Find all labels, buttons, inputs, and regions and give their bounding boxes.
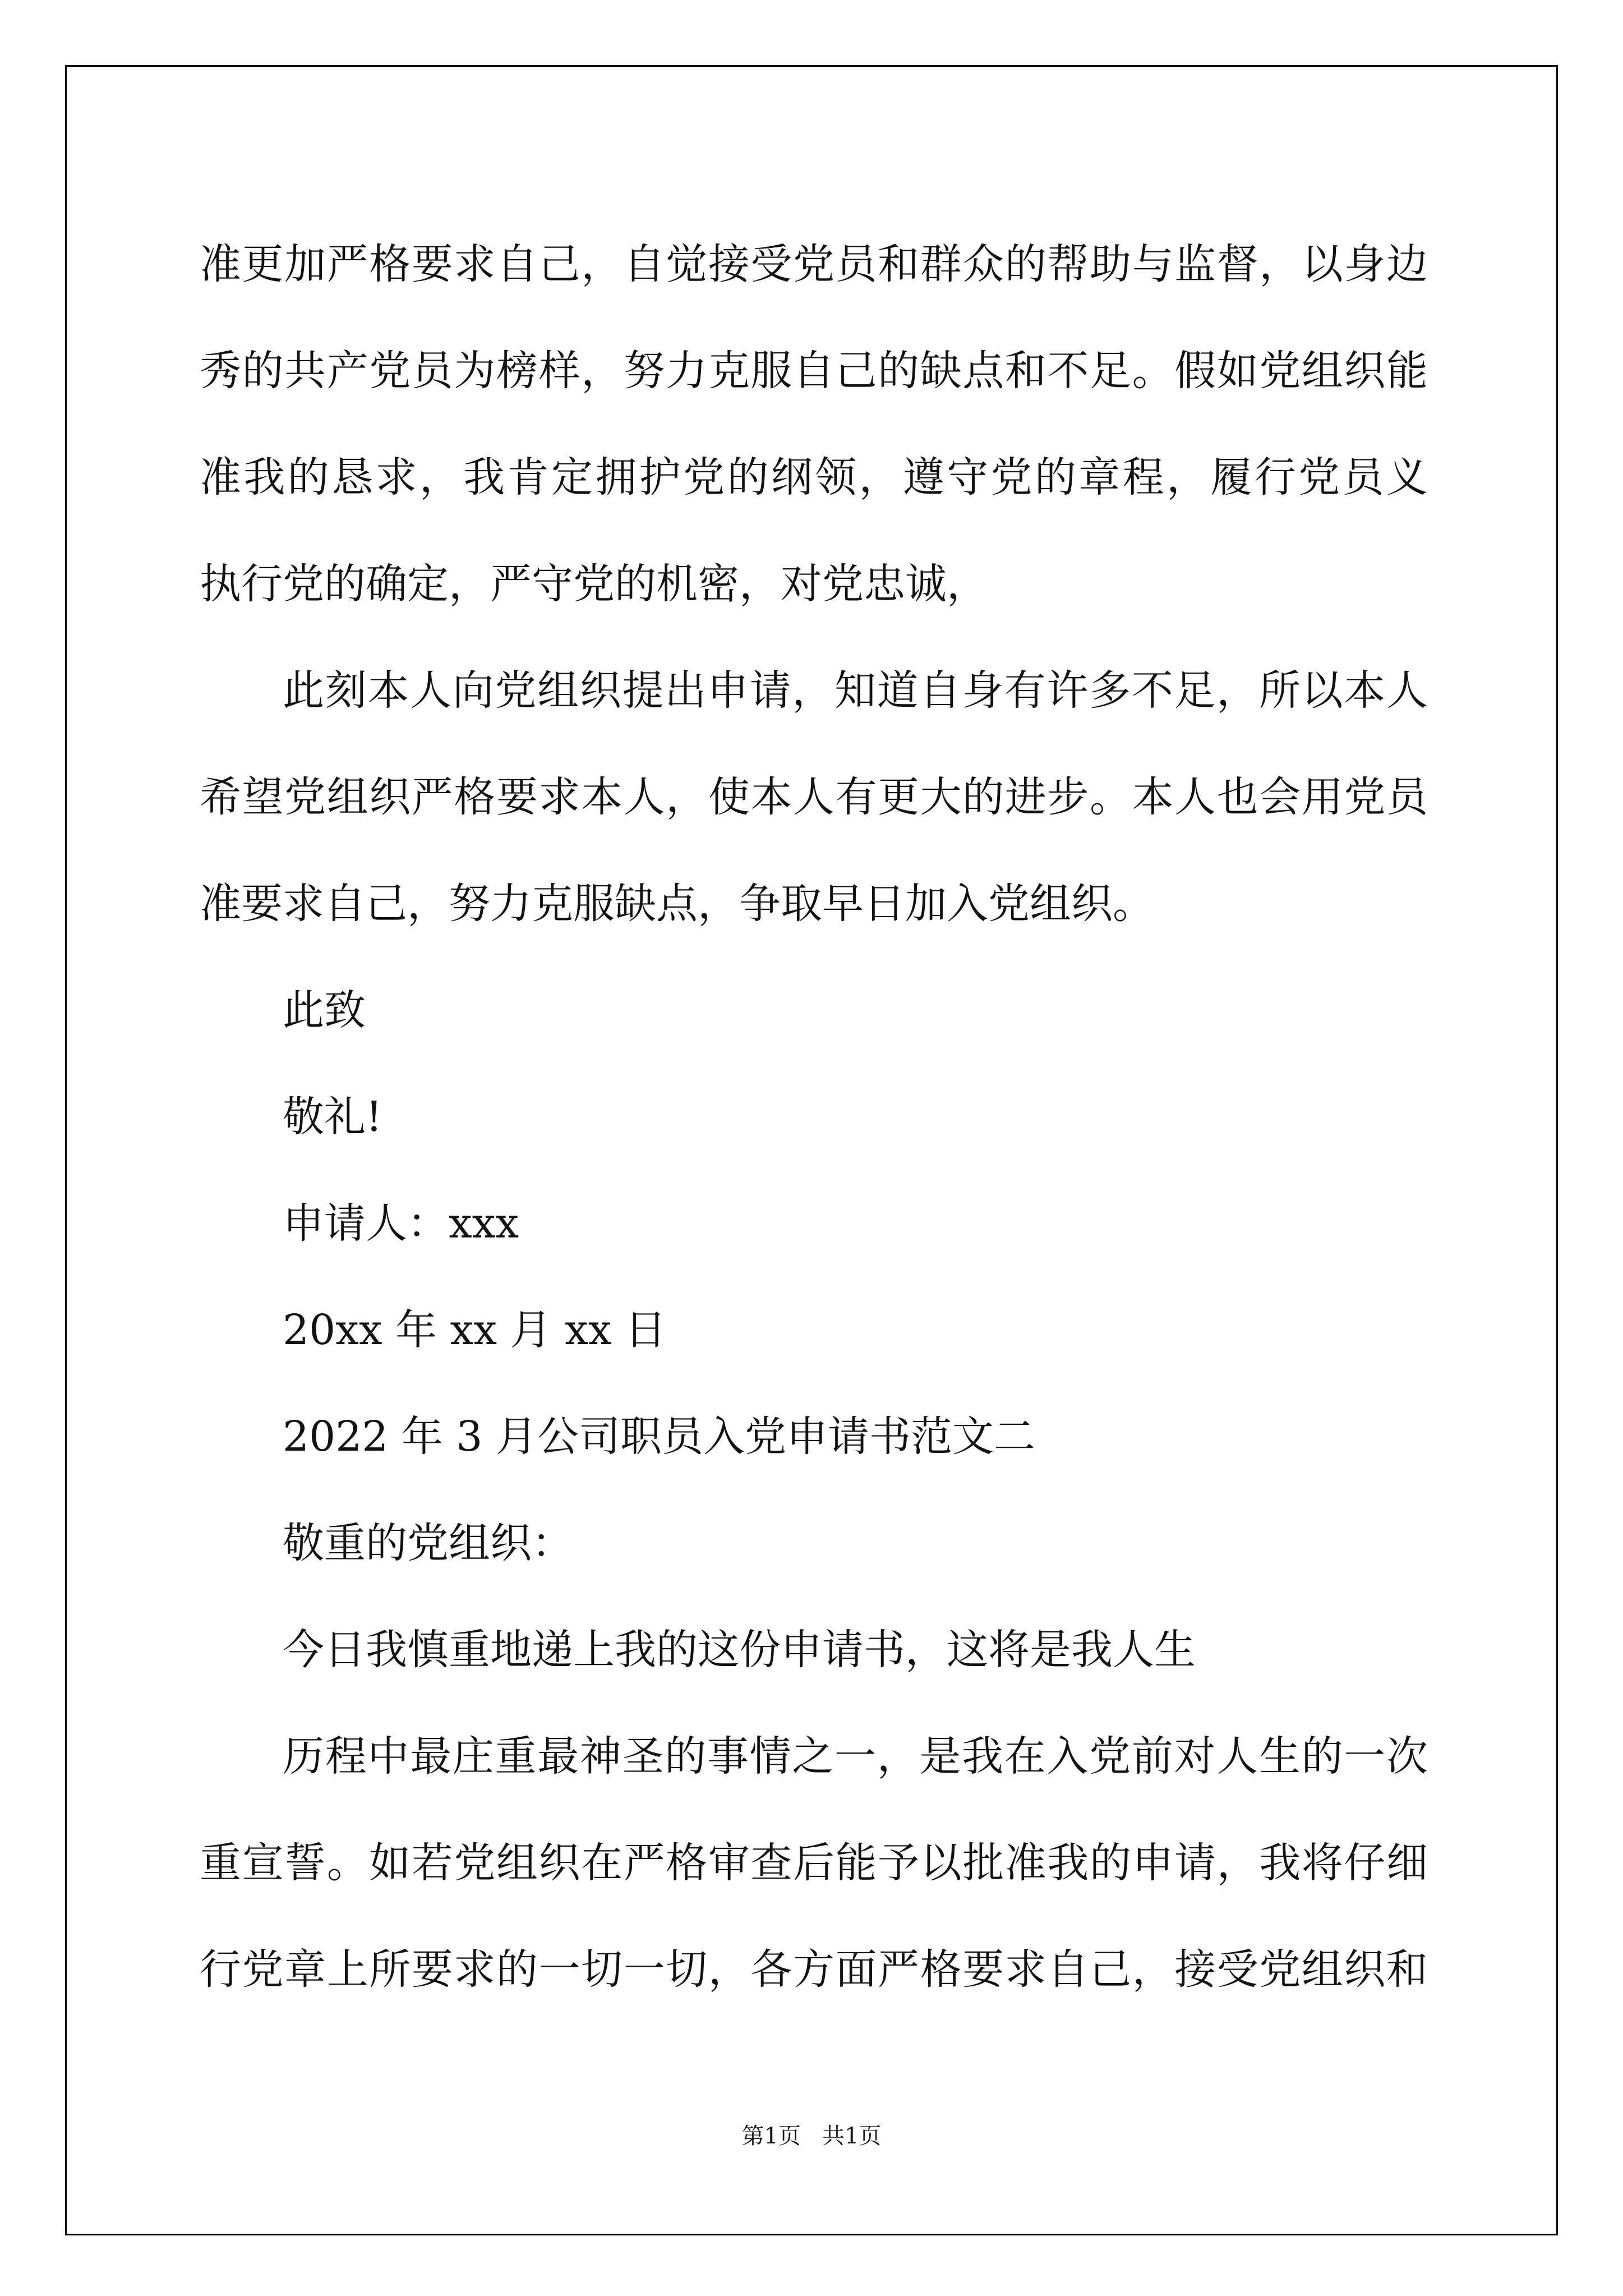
paragraph — [200, 211, 1428, 637]
date-line: 20xx 年 xx 月 xx 日 — [283, 1306, 667, 1354]
text-line: 历程中最庄重最神圣的事情之一，是我在入党前对人生的一次 — [283, 1732, 1428, 1780]
text-line: 行党章上所要求的一切一切，各方面严格要求自己，接受党组织和 — [200, 1945, 1428, 1994]
page-number-footer: 第1页 共1页 — [741, 2123, 882, 2149]
text-line: 准我的恳求，我肯定拥护党的纲领，遵守党的章程，履行党员义 — [200, 453, 1428, 501]
text-line: 重宣誓。如若党组织在严格审查后能予以批准我的申请，我将仔细 — [200, 1839, 1428, 1887]
text-line: 今日我慎重地递上我的这份申请书，这将是我人生 — [283, 1626, 1196, 1674]
text-line: 执行党的确定，严守党的机密，对党忠诚， — [200, 560, 988, 608]
text-line: 准要求自己，努力克服缺点，争取早日加入党组织。 — [200, 880, 1154, 928]
greeting-line: 敬重的党组织： — [283, 1519, 573, 1567]
salutation-line: 敬礼! — [283, 1093, 382, 1141]
text-line: 此刻本人向党组织提出申请，知道自身有许多不足，所以本人 — [283, 666, 1428, 715]
section-title: 2022 年 3 月公司职员入党申请书范文二 — [283, 1412, 1035, 1461]
applicant-line: 申请人：xxx — [283, 1199, 519, 1248]
text-line: 准更加严格要求自己，自觉接受党员和群众的帮助与监督，以身边 — [200, 240, 1428, 288]
paragraph — [200, 637, 1428, 957]
text-line: 秀的共产党员为榜样，努力克服自己的缺点和不足。假如党组织能 — [200, 347, 1428, 395]
text-line: 希望党组织严格要求本人，使本人有更大的进步。本人也会用党员 — [200, 773, 1428, 821]
salutation-line: 此致 — [283, 986, 366, 1034]
document-body — [200, 211, 1428, 2023]
paragraph — [200, 1703, 1428, 2023]
